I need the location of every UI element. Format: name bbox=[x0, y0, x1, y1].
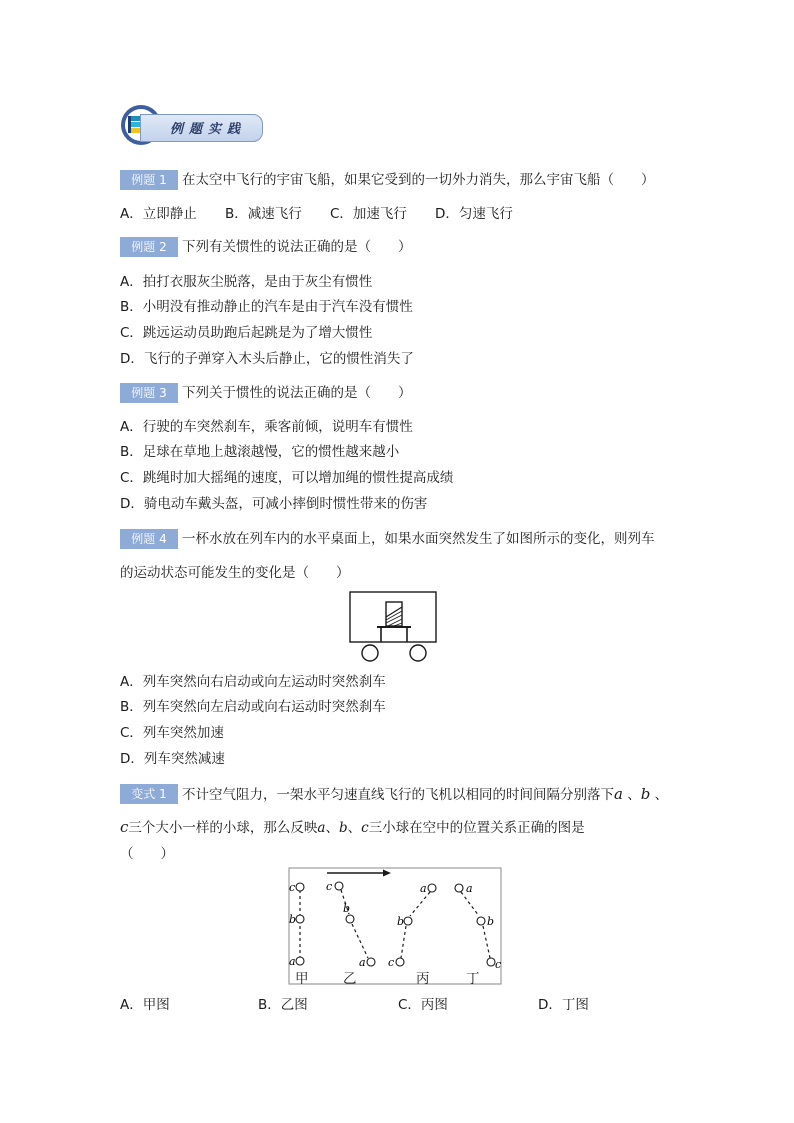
symbol-b: b bbox=[640, 785, 651, 803]
example-3-option-d: D．骑电动车戴头盔，可减小摔倒时惯性带来的伤害 bbox=[120, 496, 428, 512]
example-4-option-d: D．列车突然减速 bbox=[120, 751, 225, 767]
variant-1-answer-paren: （ ） bbox=[120, 846, 174, 862]
train-cup-figure bbox=[348, 590, 442, 664]
symbol-c: c bbox=[120, 818, 129, 836]
example-tag-2: 例题 2 bbox=[120, 237, 178, 257]
variant-1-option-d: D．丁图 bbox=[538, 997, 589, 1013]
svg-text:b: b bbox=[343, 902, 351, 915]
example-4-option-c: C．列车突然加速 bbox=[120, 725, 224, 741]
example-2-option-c: C．跳远运动员助跑后起跳是为了增大惯性 bbox=[120, 325, 373, 341]
symbol-a: a bbox=[317, 820, 326, 836]
example-2-stem: 下列有关惯性的说法正确的是（ ） bbox=[182, 239, 412, 255]
example-1-option-c: C．加速飞行 bbox=[330, 206, 407, 222]
example-2-option-d: D．飞行的子弹穿入木头后静止，它的惯性消失了 bbox=[120, 351, 414, 367]
example-tag-1: 例题 1 bbox=[120, 170, 178, 190]
symbol-b: b bbox=[338, 820, 348, 836]
svg-text:b: b bbox=[289, 913, 297, 926]
example-3-stem: 下列关于惯性的说法正确的是（ ） bbox=[182, 385, 412, 401]
example-1-option-d: D．匀速飞行 bbox=[435, 206, 513, 222]
separator: 、 bbox=[627, 787, 641, 803]
svg-text:b: b bbox=[397, 915, 405, 928]
example-3-option-b: B．足球在草地上越滚越慢，它的惯性越来越小 bbox=[120, 444, 400, 460]
falling-balls-figure bbox=[285, 866, 503, 986]
example-3-option-a: A．行驶的车突然刹车，乘客前倾，说明车有惯性 bbox=[120, 419, 413, 435]
svg-text:a: a bbox=[359, 956, 366, 969]
variant-1-option-b: B．乙图 bbox=[258, 997, 308, 1013]
separator: 、 bbox=[325, 820, 339, 836]
variant-1-stem-text-2: 三个大小一样的小球，那么反映 bbox=[128, 820, 318, 836]
svg-text:c: c bbox=[289, 881, 296, 894]
separator: 、 bbox=[654, 787, 669, 803]
svg-text:a: a bbox=[466, 882, 473, 895]
example-4-stem-line1: 一杯水放在列车内的水平桌面上，如果水面突然发生了如图所示的变化，则列车 bbox=[182, 531, 655, 547]
example-3-option-c: C．跳绳时加大摇绳的速度，可以增加绳的惯性提高成绩 bbox=[120, 470, 454, 486]
svg-text:c: c bbox=[388, 956, 395, 969]
variant-1-option-c: C．丙图 bbox=[398, 997, 448, 1013]
svg-text:a: a bbox=[289, 955, 296, 968]
symbol-a: a bbox=[614, 785, 623, 803]
example-1-stem: 在太空中飞行的宇宙飞船，如果它受到的一切外力消失，那么宇宙飞船（ ） bbox=[182, 172, 655, 188]
example-1-option-a: A．立即静止 bbox=[120, 206, 197, 222]
separator: 、 bbox=[347, 820, 362, 836]
example-4-option-b: B．列车突然向左启动或向右运动时突然刹车 bbox=[120, 699, 386, 715]
figure-label-ding: 丁 bbox=[466, 971, 480, 987]
example-2-option-a: A．拍打衣服灰尘脱落，是由于灰尘有惯性 bbox=[120, 274, 373, 290]
example-2-option-b: B．小明没有推动静止的汽车是由于汽车没有惯性 bbox=[120, 299, 413, 315]
svg-text:a: a bbox=[420, 882, 427, 895]
figure-label-yi: 乙 bbox=[343, 971, 357, 987]
example-4-stem-line2: 的运动状态可能发生的变化是（ ） bbox=[120, 565, 350, 581]
example-4-option-a: A．列车突然向右启动或向左运动时突然刹车 bbox=[120, 674, 386, 690]
figure-label-bing: 丙 bbox=[416, 971, 430, 987]
variant-1-stem-line2 bbox=[120, 818, 585, 837]
variant-1-stem-line1 bbox=[182, 785, 668, 804]
variant-1-option-a: A．甲图 bbox=[120, 997, 170, 1013]
svg-text:c: c bbox=[495, 958, 502, 971]
symbol-c: c bbox=[361, 820, 369, 836]
header-title: 例题实践 bbox=[170, 122, 247, 137]
example-1-option-b: B．减速飞行 bbox=[225, 206, 302, 222]
variant-1-stem-text-3: 三小球在空中的位置关系正确的图是 bbox=[368, 820, 585, 836]
variant-1-stem-text: 不计空气阻力，一架水平匀速直线飞行的飞机以相同的时间间隔分别落下 bbox=[182, 787, 614, 803]
example-tag-4: 例题 4 bbox=[120, 529, 178, 549]
figure-label-jia: 甲 bbox=[295, 971, 309, 987]
example-tag-3: 例题 3 bbox=[120, 383, 178, 403]
variant-tag-1: 变式 1 bbox=[120, 784, 178, 804]
svg-text:b: b bbox=[487, 915, 495, 928]
svg-text:c: c bbox=[326, 880, 333, 893]
